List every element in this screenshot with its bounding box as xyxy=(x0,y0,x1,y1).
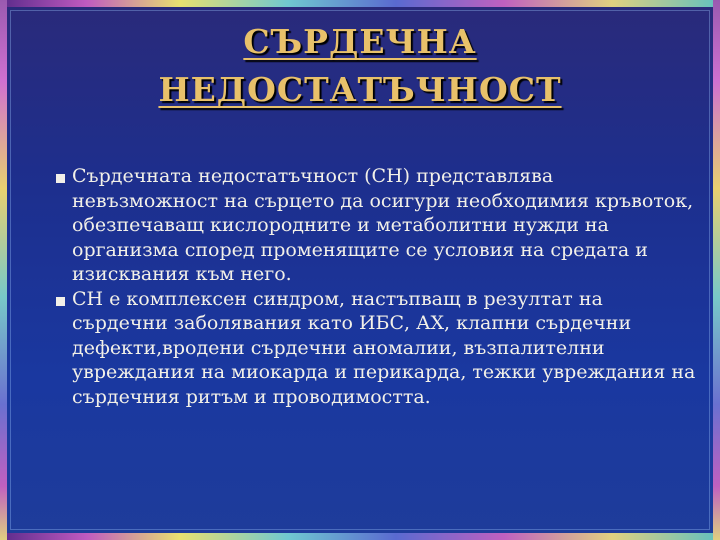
bullet-list xyxy=(56,164,696,409)
bullet-text-definition: Сърдечната недостатъчност (СН) представлява невъзможност на сърцето да осигури необходимия кръвоток, обезпечаващ кислородните и метаболитни нужди на организма според променящите се условия на средата и изисквания към него. xyxy=(72,165,694,285)
bullet-item-definition xyxy=(56,164,696,287)
slide-title xyxy=(0,18,720,114)
bullet-item-syndrome xyxy=(56,287,696,410)
frame-top-border xyxy=(0,0,720,7)
square-bullet-icon xyxy=(56,174,65,183)
slide-title-line-2: НЕДОСТАТЪЧНОСТ xyxy=(158,70,562,109)
square-bullet-icon xyxy=(56,297,65,306)
frame-bottom-border xyxy=(0,533,720,540)
slide-title-line-1: СЪРДЕЧНА xyxy=(243,22,477,61)
bullet-text-syndrome: СН е комплексен синдром, настъпващ в резултат на сърдечни заболявания като ИБС, АХ, клапни сърдечни дефекти,вродени сърдечни аномалии, възпалителни увреждания на миокарда и перикарда, тежки увреждания на сърдечния ритъм и проводимостта. xyxy=(72,287,696,408)
